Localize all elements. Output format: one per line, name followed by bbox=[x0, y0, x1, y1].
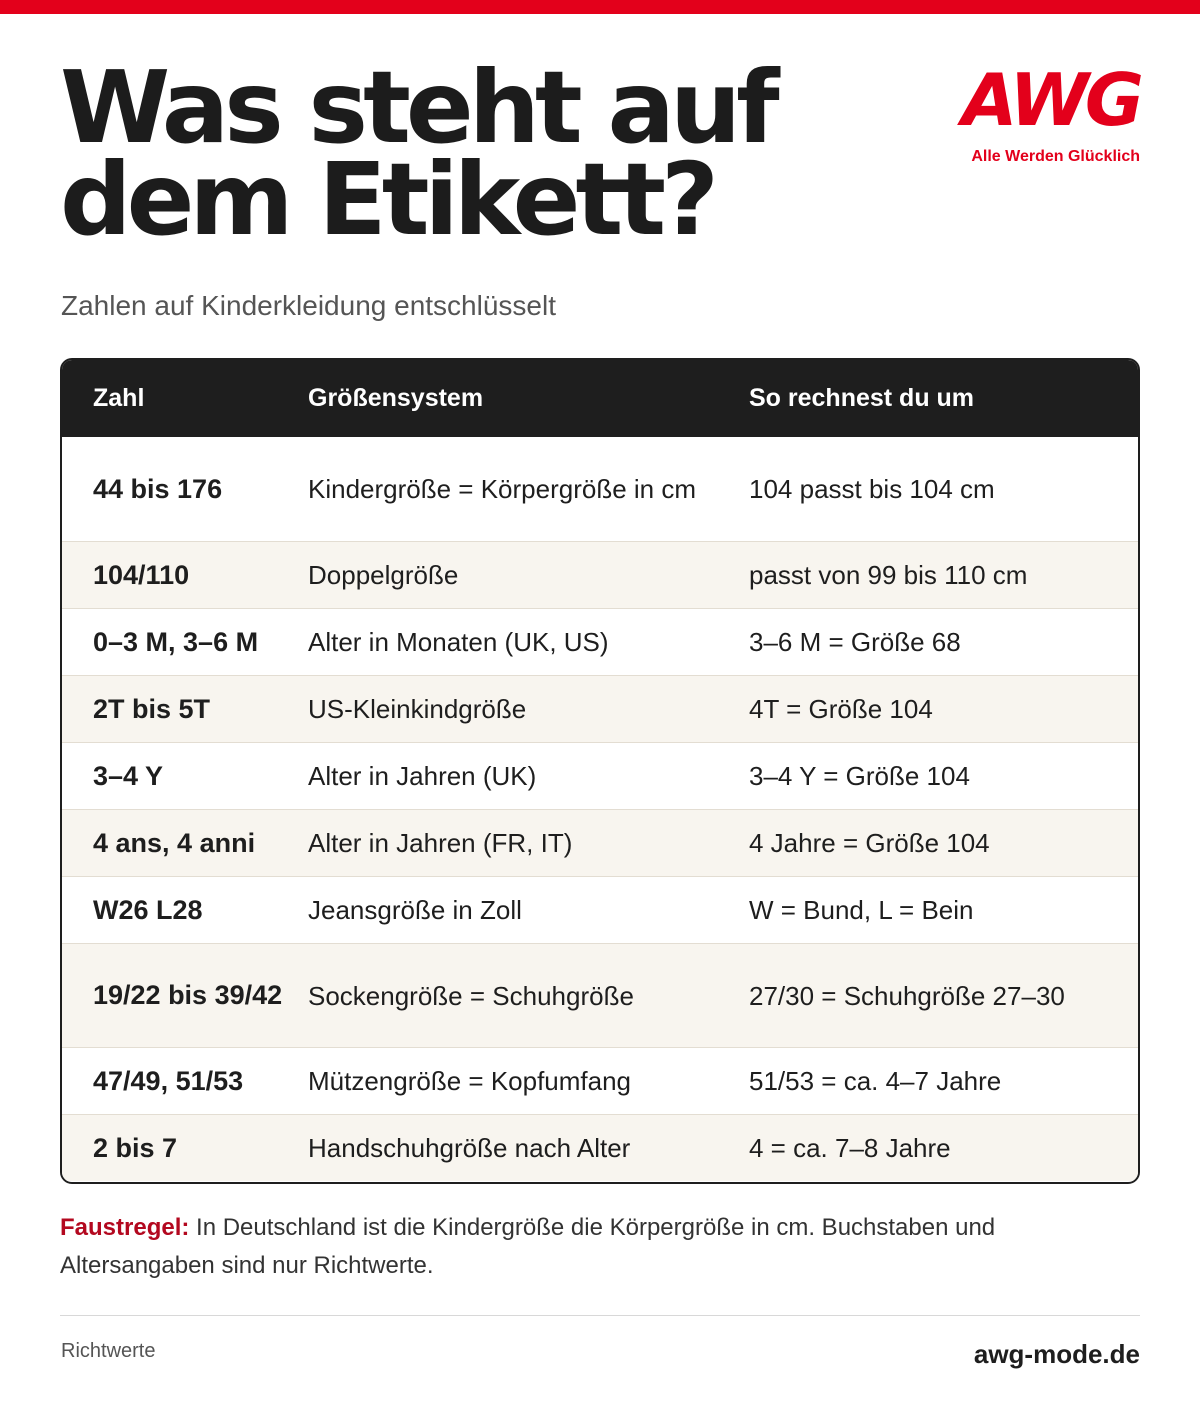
cell-system: Sockengröße = Schuhgröße bbox=[308, 980, 634, 1011]
table-row bbox=[62, 437, 1138, 541]
cell-umrechnung: 3–6 M = Größe 68 bbox=[749, 627, 961, 657]
table-row bbox=[62, 742, 1138, 809]
column-header-zahl: Zahl bbox=[93, 384, 145, 412]
page-subtitle: Zahlen auf Kinderkleidung entschlüsselt bbox=[61, 290, 556, 321]
footer-divider bbox=[60, 1315, 1140, 1316]
table-row bbox=[62, 1047, 1138, 1114]
table-header bbox=[62, 360, 1138, 437]
cell-zahl: 19/22 bis 39/42 bbox=[93, 980, 283, 1010]
size-table bbox=[60, 358, 1140, 1184]
cell-umrechnung: 104 passt bis 104 cm bbox=[749, 474, 995, 504]
cell-zahl: 2 bis 7 bbox=[93, 1132, 178, 1163]
cell-umrechnung: W = Bund, L = Bein bbox=[749, 895, 974, 925]
table-row bbox=[62, 876, 1138, 943]
table-row bbox=[62, 675, 1138, 742]
cell-zahl: 47/49, 51/53 bbox=[93, 1065, 244, 1096]
cell-system: Doppelgröße bbox=[308, 560, 459, 590]
footer-disclaimer: Richtwerte bbox=[61, 1340, 156, 1362]
note-text: In Deutschland ist die Kindergröße die Körpergröße in cm. Buchstaben und Altersangaben sind nur Richtwerte. bbox=[60, 1214, 996, 1279]
title-line-2: dem Etikett? bbox=[60, 141, 715, 258]
cell-system: Jeansgröße in Zoll bbox=[308, 895, 522, 925]
awg-logo bbox=[946, 58, 1142, 172]
cell-umrechnung: 3–4 Y = Größe 104 bbox=[749, 761, 970, 791]
cell-umrechnung: 4 = ca. 7–8 Jahre bbox=[749, 1133, 951, 1163]
cell-system: Mützengröße = Kopfumfang bbox=[308, 1066, 632, 1096]
top-accent-bar bbox=[0, 0, 1200, 14]
logo-tagline: Alle Werden Glücklich bbox=[971, 148, 1140, 165]
cell-system: Handschuhgröße nach Alter bbox=[308, 1133, 631, 1163]
cell-zahl: 44 bis 176 bbox=[93, 473, 223, 504]
table-row bbox=[62, 943, 1138, 1047]
logo-wordmark: AWG bbox=[961, 58, 1140, 142]
cell-system: Alter in Jahren (UK) bbox=[308, 761, 537, 791]
cell-umrechnung: 4T = Größe 104 bbox=[749, 694, 933, 724]
cell-zahl: 0–3 M, 3–6 M bbox=[93, 626, 259, 657]
cell-system: Alter in Jahren (FR, IT) bbox=[308, 828, 573, 858]
cell-system: Alter in Monaten (UK, US) bbox=[308, 627, 609, 657]
cell-zahl: 104/110 bbox=[93, 559, 190, 590]
cell-zahl: 2T bis 5T bbox=[93, 693, 211, 724]
column-header-umrechnung: So rechnest du um bbox=[749, 384, 975, 412]
cell-umrechnung: passt von 99 bis 110 cm bbox=[749, 560, 1028, 590]
rule-of-thumb-note bbox=[60, 1209, 1140, 1285]
table-row bbox=[62, 608, 1138, 675]
table-body bbox=[62, 437, 1138, 1181]
cell-zahl: 4 ans, 4 anni bbox=[93, 827, 256, 858]
cell-umrechnung: 51/53 = ca. 4–7 Jahre bbox=[749, 1066, 1002, 1096]
cell-umrechnung: 27/30 = Schuhgröße 27–30 bbox=[749, 980, 1065, 1011]
cell-zahl: 3–4 Y bbox=[93, 760, 164, 791]
table-row bbox=[62, 809, 1138, 876]
column-header-groessensystem: Größensystem bbox=[308, 384, 484, 412]
table-row bbox=[62, 1114, 1138, 1181]
cell-zahl: W26 L28 bbox=[93, 894, 203, 925]
cell-umrechnung: 4 Jahre = Größe 104 bbox=[749, 828, 990, 858]
cell-system: Kindergröße = Körpergröße in cm bbox=[308, 474, 697, 504]
footer-website: awg-mode.de bbox=[973, 1339, 1140, 1369]
table-row bbox=[62, 541, 1138, 608]
note-label: Faustregel: bbox=[60, 1214, 190, 1241]
page-title bbox=[60, 49, 880, 258]
title-line-1: Was steht auf bbox=[60, 49, 775, 166]
cell-system: US-Kleinkindgröße bbox=[308, 694, 527, 724]
